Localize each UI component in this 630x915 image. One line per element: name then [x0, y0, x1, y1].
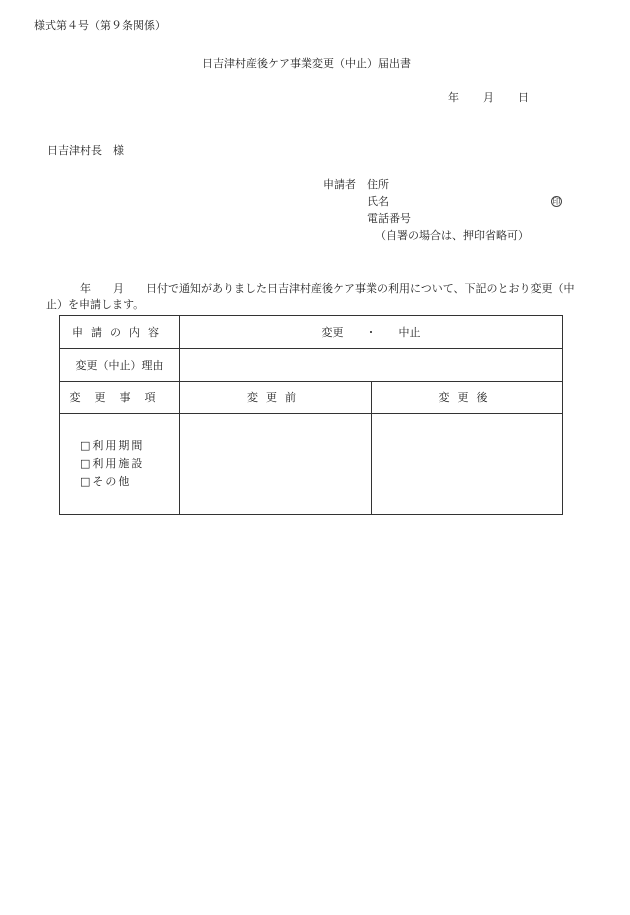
option-facility[interactable]: □利用施設	[80, 457, 145, 470]
date-day: 日	[518, 91, 529, 104]
before-label: 変更前	[180, 382, 372, 414]
after-field[interactable]	[372, 414, 563, 515]
seal-note: （自署の場合は、押印省略可）	[375, 229, 529, 242]
reason-label: 変更（中止）理由	[60, 349, 180, 382]
seal-mark-icon: 印	[552, 197, 561, 206]
body-line-1: 年 月 日付で通知がありました日吉津村産後ケア事業の利用について、下記のとおり変更（中	[80, 282, 575, 295]
date-year: 年	[448, 91, 459, 104]
option-usage-period[interactable]: □利用期間	[80, 439, 145, 452]
option-other[interactable]: □その他	[80, 475, 132, 488]
date-month: 月	[483, 91, 494, 104]
request-content-value[interactable]: 変更 ・ 中止	[180, 316, 563, 349]
addressee: 日吉津村長 様	[47, 144, 124, 157]
address-label: 住所	[367, 178, 389, 191]
document-title: 日吉津村産後ケア事業変更（中止）届出書	[202, 57, 411, 70]
name-label: 氏名	[367, 195, 389, 208]
change-request-table	[59, 315, 563, 515]
applicant-label: 申請者	[323, 178, 356, 191]
body-line-2: 止）を申請します。	[46, 298, 145, 311]
change-items-options	[60, 414, 180, 515]
reason-field[interactable]	[180, 349, 563, 382]
items-label: 変更事項	[60, 382, 180, 414]
before-field[interactable]	[180, 414, 372, 515]
form-number: 様式第４号（第９条関係）	[34, 19, 166, 32]
after-label: 変更後	[372, 382, 563, 414]
phone-label: 電話番号	[367, 212, 411, 225]
request-content-label: 申請の内容	[60, 316, 180, 349]
